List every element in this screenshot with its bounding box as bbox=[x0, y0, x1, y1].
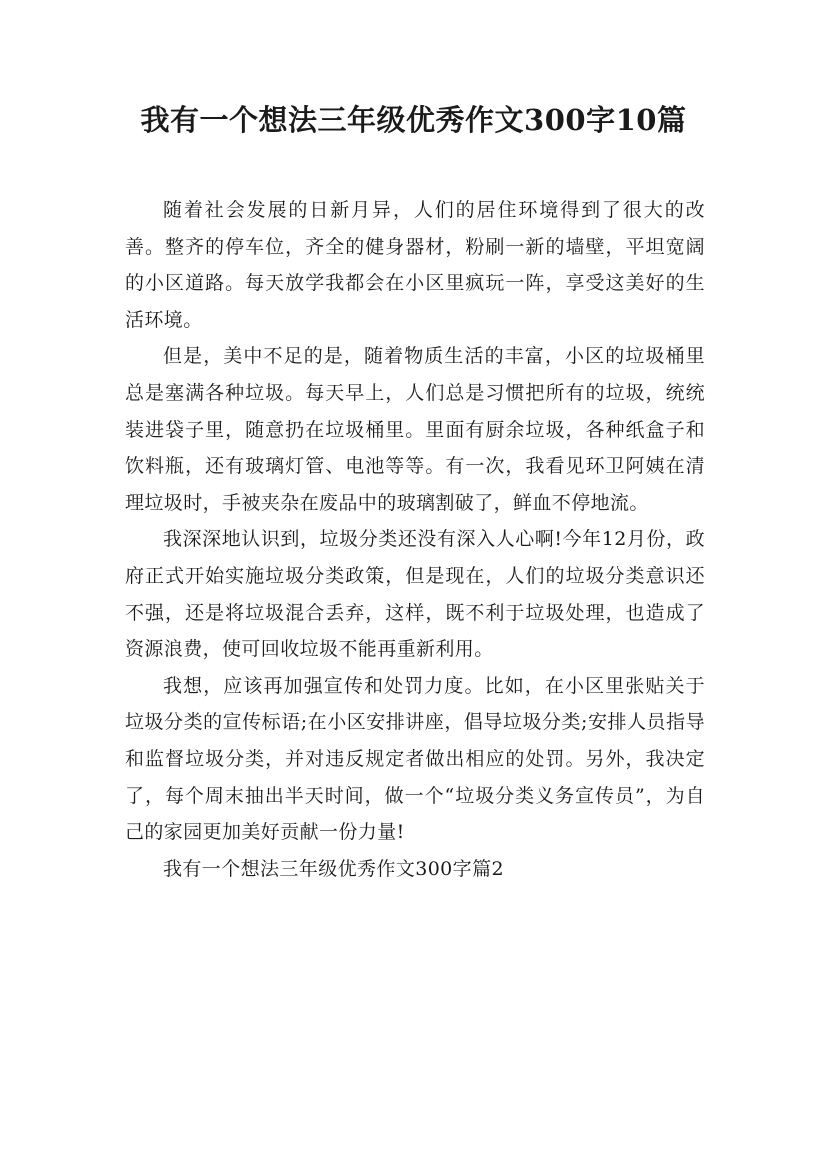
section-heading-2: 我有一个想法三年级优秀作文300字篇2 bbox=[163, 857, 504, 880]
paragraph-4: 我想，应该再加强宣传和处罚力度。比如，在小区里张贴关于垃圾分类的宣传标语;在小区安排讲座，倡导垃圾分类;安排人员指导和监督垃圾分类，并对违反规定者做出相应的处罚。另外，我决定了，每个周末抽出半天时间，做一个“垃圾分类义务宣传员”，为自己的家园更加美好贡献一份力量! bbox=[125, 674, 705, 844]
paragraph-1: 随着社会发展的日新月异，人们的居住环境得到了很大的改善。整齐的停车位，齐全的健身器材，粉刷一新的墙壁，平坦宽阔的小区道路。每天放学我都会在小区里疯玩一阵，享受这美好的生活环境。 bbox=[125, 199, 705, 331]
paragraph-3: 我深深地认识到，垃圾分类还没有深入人心啊!今年12月份，政府正式开始实施垃圾分类政策，但是现在，人们的垃圾分类意识还不强，还是将垃圾混合丢弃，这样，既不利于垃圾处理，也造成了资源浪费，使可回收垃圾不能再重新利用。 bbox=[125, 528, 705, 661]
paragraph-2: 但是，美中不足的是，随着物质生活的丰富，小区的垃圾桶里总是塞满各种垃圾。每天早上，人们总是习惯把所有的垃圾，统统装进袋子里，随意扔在垃圾桶里。里面有厨余垃圾，各种纸盒子和饮料瓶，还有玻璃灯管、电池等等。有一次，我看见环卫阿姨在清理垃圾时，手被夹杂在废品中的玻璃割破了，鲜血不停地流。 bbox=[125, 345, 705, 514]
document-body bbox=[125, 192, 705, 887]
document-title: 我有一个想法三年级优秀作文300字10篇 bbox=[140, 103, 687, 137]
